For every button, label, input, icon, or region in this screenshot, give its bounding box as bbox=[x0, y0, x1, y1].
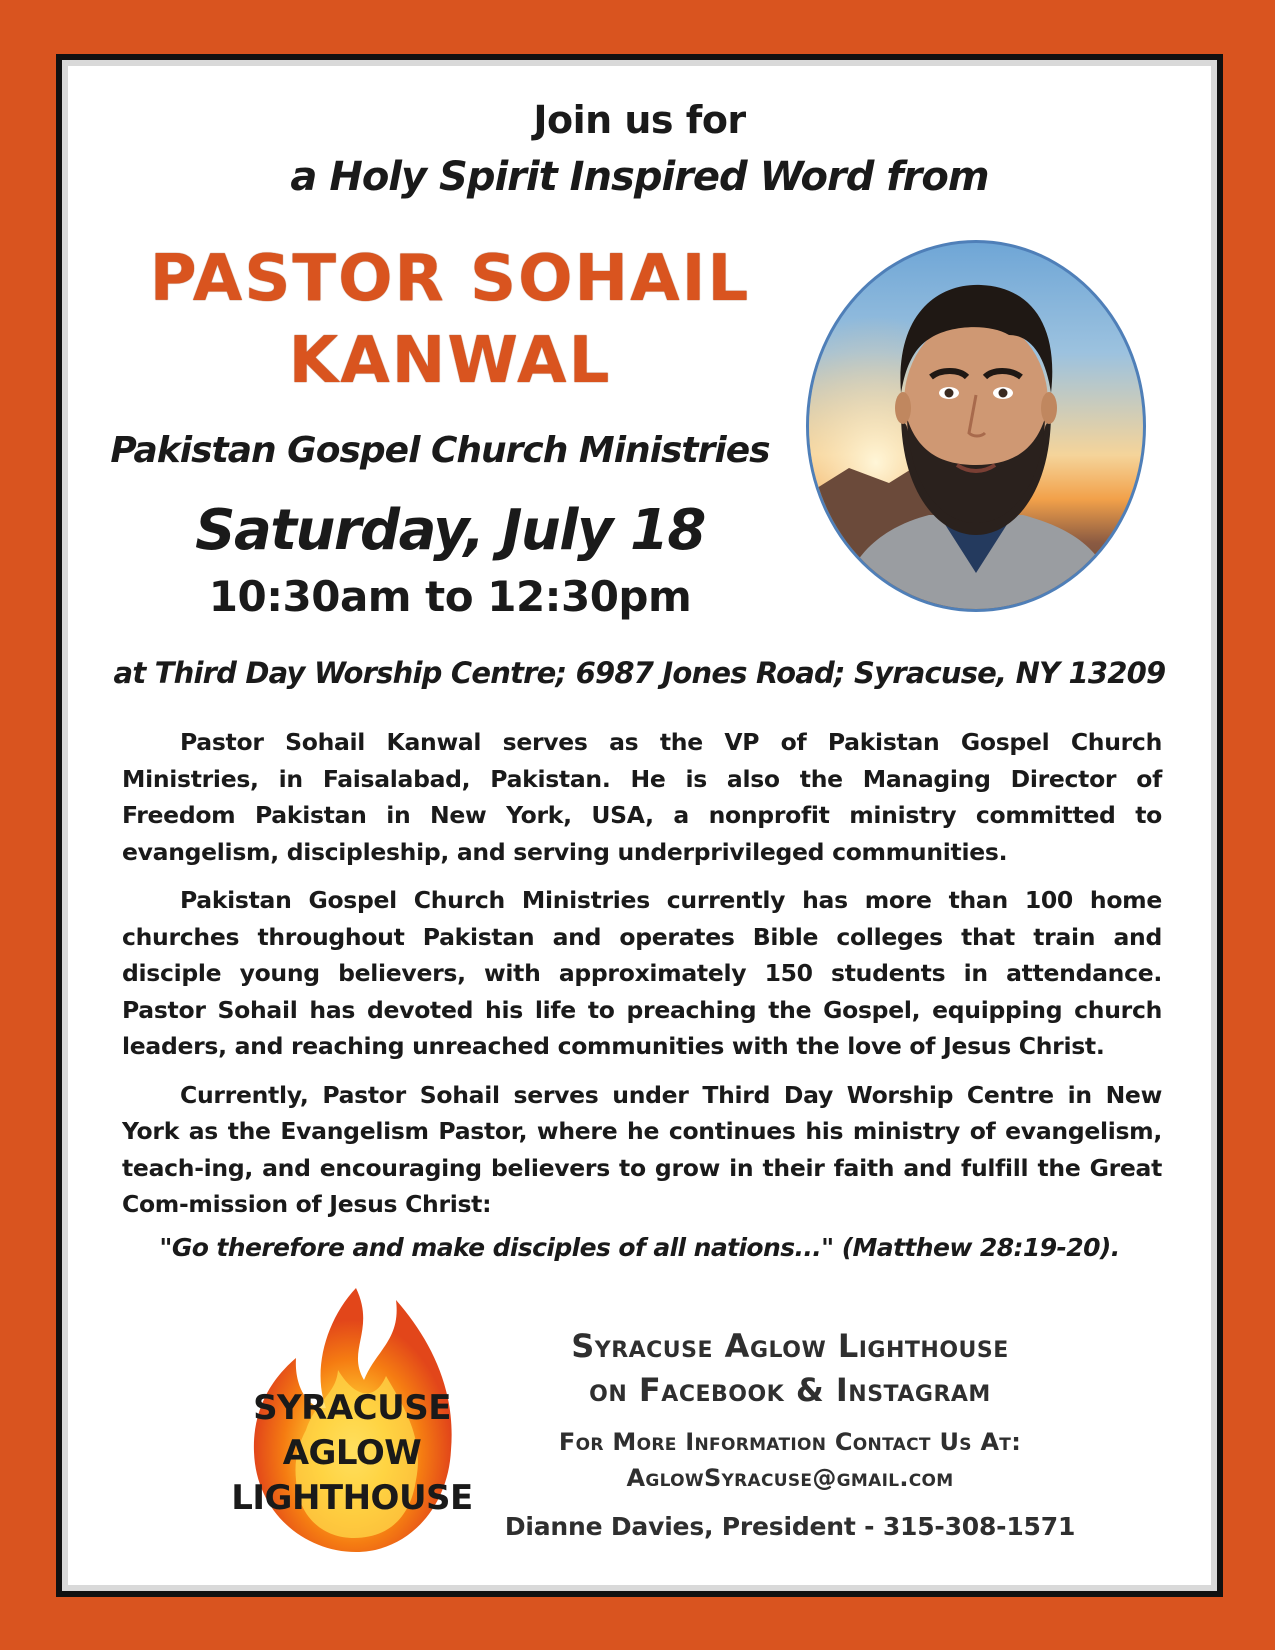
social-line-1: Syracuse Aglow Lighthouse bbox=[571, 1327, 1009, 1365]
speaker-name-line1: PASTOR SOHAIL bbox=[149, 242, 751, 316]
ministry-name: Pakistan Gospel Church Ministries bbox=[110, 430, 770, 471]
contact-email[interactable]: AglowSyracuse@gmail.com bbox=[626, 1464, 954, 1492]
contact-label: For More Information Contact Us At: bbox=[558, 1428, 1022, 1456]
logo-line-3: LIGHTHOUSE bbox=[231, 1478, 473, 1518]
speaker-name-line2: KANWAL bbox=[288, 324, 612, 398]
bio-paragraph-1: Pastor Sohail Kanwal serves as the VP of Pakistan Gospel Church Ministries, in Faisalabad, Pakistan. He is also the Managing Director of Freedom Pakistan in New York, USA, a nonprofit ministry committed to evangelism, discipleship, and serving underprivileged communities. bbox=[122, 728, 1162, 866]
logo-line-2: AGLOW bbox=[282, 1433, 422, 1473]
aglow-logo-text bbox=[226, 1386, 478, 1521]
bio-paragraph-2: Pakistan Gospel Church Ministries currently has more than 100 home churches throughout Pakistan and operates Bible colleges that train and disciple young believers, with approximately 150 students in attendance. Pastor Sohail has devoted his life to preaching the Gospel, equipping church leaders, and reaching unreached communities with the love of Jesus Christ. bbox=[122, 886, 1162, 1060]
event-time: 10:30am to 12:30pm bbox=[208, 572, 692, 621]
bio-section bbox=[122, 724, 1162, 1235]
speaker-name bbox=[130, 238, 770, 402]
join-us-heading: Join us for bbox=[533, 98, 746, 142]
contact-info bbox=[500, 1424, 1080, 1496]
logo-line-1: SYRACUSE bbox=[253, 1388, 451, 1428]
scripture-verse: "Go therefore and make disciples of all nations..." (Matthew 28:19-20). bbox=[159, 1233, 1120, 1262]
event-location: at Third Day Worship Centre; 6987 Jones Road; Syracuse, NY 13209 bbox=[113, 656, 1166, 690]
president-contact: Dianne Davies, President - 315-308-1571 bbox=[504, 1512, 1076, 1541]
pastor-portrait-icon bbox=[806, 240, 1146, 612]
subtitle-heading: a Holy Spirit Inspired Word from bbox=[290, 154, 989, 200]
social-media-heading bbox=[500, 1324, 1080, 1412]
event-date: Saturday, July 18 bbox=[195, 498, 705, 563]
social-line-2: on Facebook & Instagram bbox=[589, 1371, 991, 1409]
bio-paragraph-3: Currently, Pastor Sohail serves under Third Day Worship Centre in New York as the Evangelism Pastor, where he continues his ministry of evangelism, teach-ing, and encouraging believers to grow in their faith and fulfill the Great Com-mission of Jesus Christ: bbox=[122, 1080, 1162, 1218]
portrait-illustration bbox=[809, 243, 1143, 609]
